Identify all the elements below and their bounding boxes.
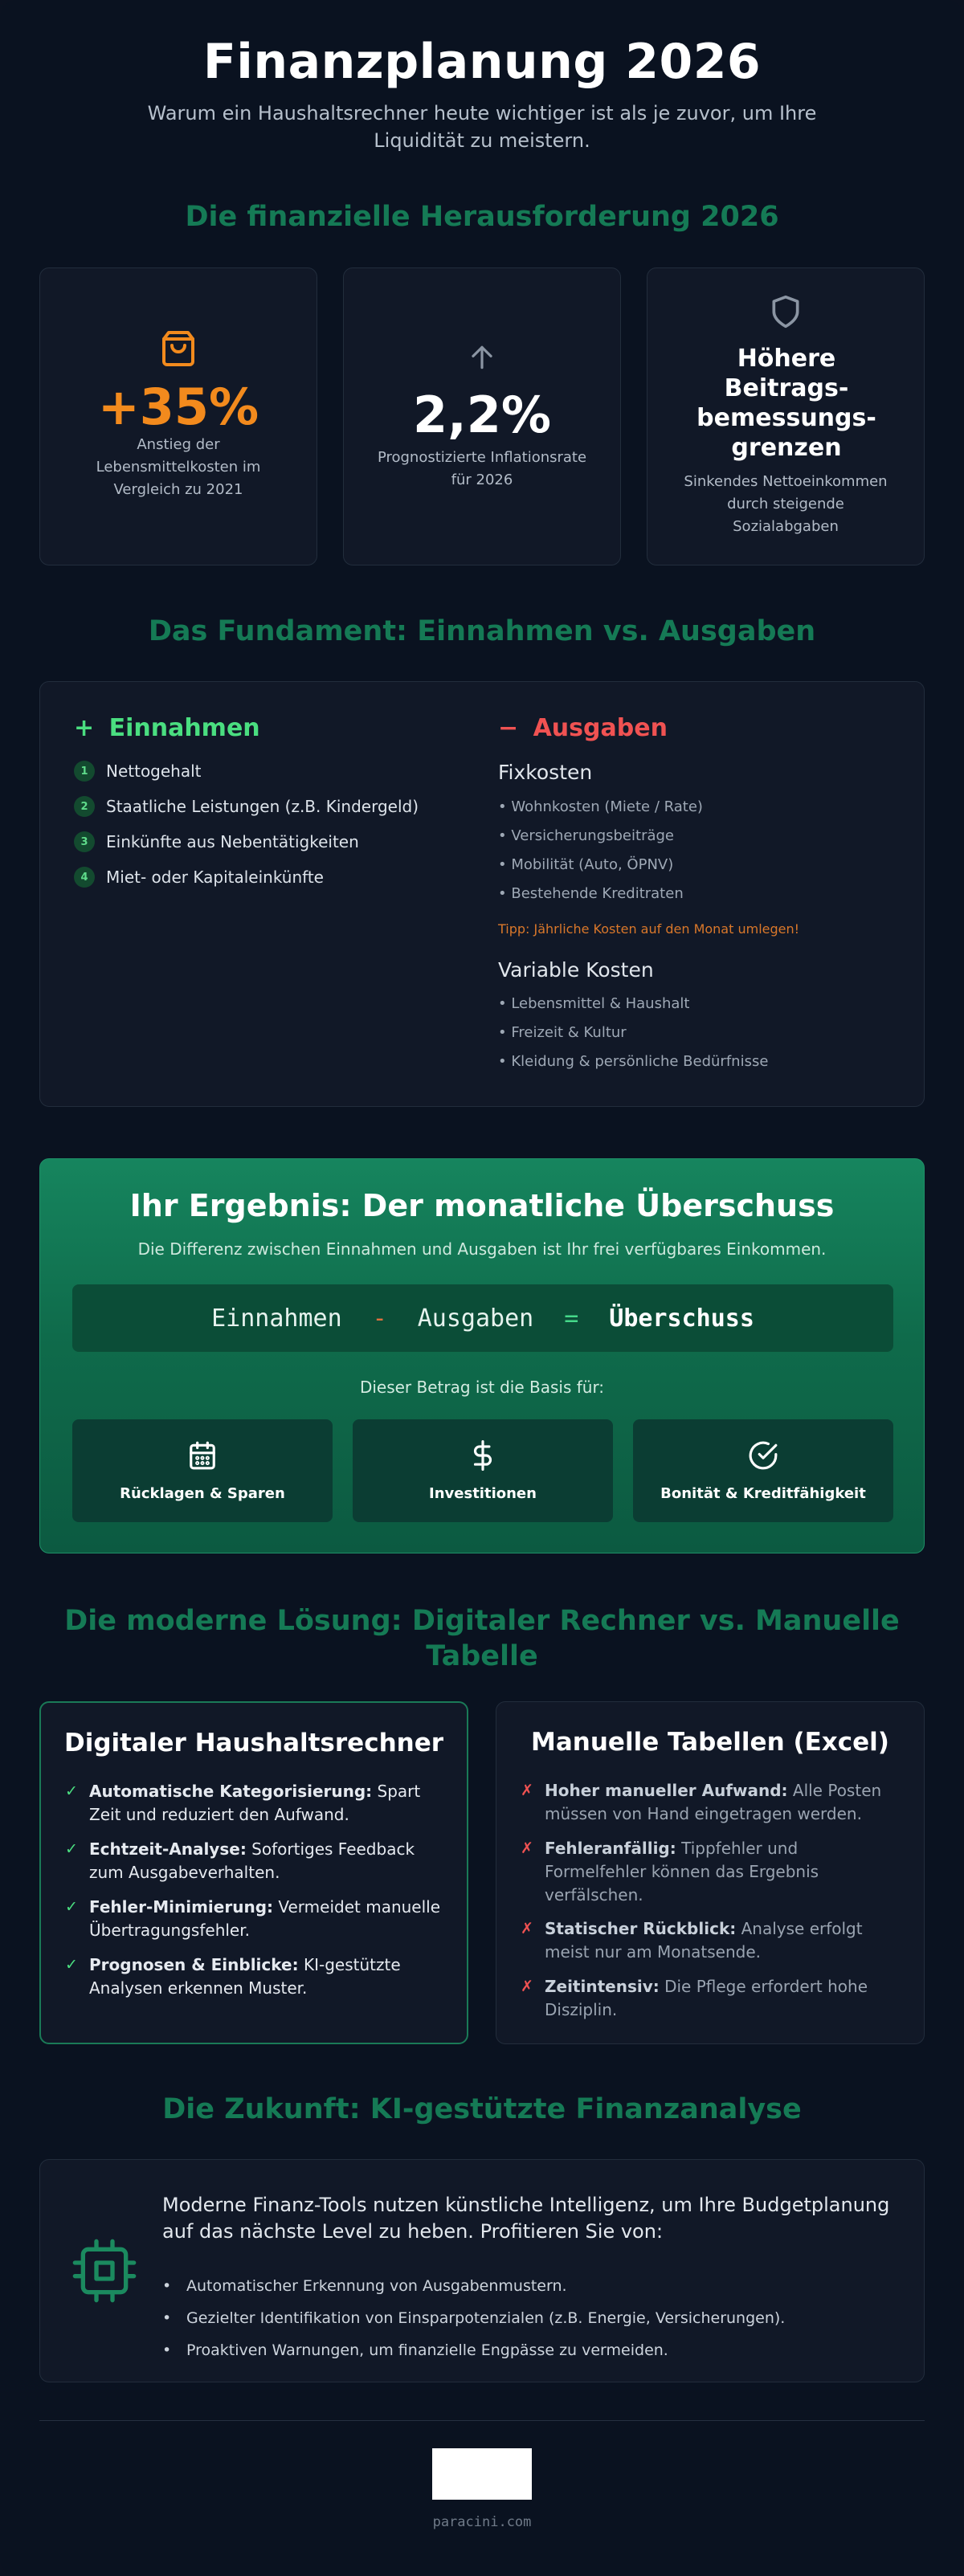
item-text: Alle Posten müssen von Hand eingetragen werden. <box>545 1781 882 1823</box>
page-title: Finanzplanung 2026 <box>202 34 762 90</box>
list-item-text: Miet- oder Kapitaleinkünfte <box>106 868 324 887</box>
list-item: • Bestehende Kreditraten <box>498 885 684 902</box>
list-item <box>74 759 202 783</box>
list-item-text: Gezielter Identifikation von Einsparpotenzialen (z.B. Energie, Versicherungen). <box>186 2309 786 2327</box>
item-bold: Fehler-Minimierung: <box>89 1897 274 1917</box>
manual-title: Manuelle Tabellen (Excel) <box>531 1728 889 1757</box>
list-item <box>65 1780 446 1827</box>
basis-card-investments <box>353 1419 613 1522</box>
list-item <box>521 1779 903 1826</box>
check-circle-icon <box>748 1440 778 1474</box>
list-item <box>74 830 359 854</box>
number-badge: 1 <box>74 761 95 782</box>
list-item: • Kleidung & persönliche Bedürfnisse <box>498 1053 769 1070</box>
cross-icon: ✗ <box>521 1920 533 1937</box>
list-item-text: Einkünfte aus Nebentätigkeiten <box>106 832 359 851</box>
list-item <box>65 1953 446 2000</box>
minus-icon: − <box>498 714 519 742</box>
ai-card <box>39 2159 925 2382</box>
expenses-label: Ausgaben <box>533 714 668 742</box>
divider <box>39 2420 925 2421</box>
number-badge: 4 <box>74 867 95 888</box>
digital-title: Digitaler Haushaltsrechner <box>63 1729 444 1757</box>
list-item: • Versicherungsbeiträge <box>498 827 674 844</box>
basis-label: Dieser Betrag ist die Basis für: <box>359 1378 605 1397</box>
item-bold: Prognosen & Einblicke: <box>89 1955 299 1974</box>
stat-card-inflation <box>343 267 621 565</box>
result-subtitle: Die Differenz zwischen Einnahmen und Ausgaben ist Ihr frei verfügbares Einkommen. <box>137 1239 827 1259</box>
tip-text: Tipp: Jährliche Kosten auf den Monat umlegen! <box>498 921 800 937</box>
stat-value: 2,2% <box>413 386 551 444</box>
manual-card <box>496 1701 925 2044</box>
list-item: • Gezielter Identifikation von Einsparpotenzialen (z.B. Energie, Versicherungen). <box>162 2309 786 2327</box>
item-text: KI-gestützte Analysen erkennen Muster. <box>89 1955 401 1998</box>
item-bold: Statischer Rückblick: <box>545 1919 737 1938</box>
item-text: Vermeidet manuelle Übertragungsfehler. <box>89 1897 441 1940</box>
list-item <box>65 1896 446 1942</box>
check-icon: ✓ <box>65 1840 78 1858</box>
list-item: • Lebensmittel & Haushalt <box>498 995 690 1012</box>
logo <box>432 2448 532 2500</box>
ai-intro-text: Moderne Finanz-Tools nutzen künstliche Intelligenz, um Ihre Budgetplanung auf das nächste Level zu heben. Profitieren Sie von: <box>162 2194 890 2243</box>
item-bold: Fehleranfällig: <box>545 1839 676 1858</box>
stat-description: Anstieg der Lebensmittelkosten im Vergleich zu 2021 <box>96 436 261 498</box>
list-item: • Mobilität (Auto, ÖPNV) <box>498 856 674 873</box>
cross-icon: ✗ <box>521 1839 533 1857</box>
item-bold: Automatische Kategorisierung: <box>89 1782 373 1801</box>
income-heading <box>74 714 260 742</box>
list-item-text: Proaktiven Warnungen, um finanzielle Engpässe zu vermeiden. <box>186 2341 668 2359</box>
future-title: Die Zukunft: KI-gestützte Finanzanalyse <box>162 2093 802 2125</box>
fixed-costs-label: Fixkosten <box>498 761 593 784</box>
item-text: Tippfehler und Formelfehler können das Ergebnis verfälschen. <box>545 1839 819 1904</box>
stat-value: +35% <box>97 378 259 436</box>
check-icon: ✓ <box>65 1898 78 1916</box>
check-icon: ✓ <box>65 1956 78 1974</box>
income-label: Einnahmen <box>108 714 260 742</box>
basis-label-text: Investitionen <box>429 1484 537 1502</box>
item-text: Spart Zeit und reduziert den Aufwand. <box>89 1782 421 1824</box>
income-expenses-card <box>39 681 925 1107</box>
dollar-icon <box>468 1440 498 1474</box>
shopping-bag-icon <box>40 329 317 368</box>
digital-card <box>39 1701 468 2044</box>
shield-icon <box>647 294 924 329</box>
list-item: • Proaktiven Warnungen, um finanzielle Engpässe zu vermeiden. <box>162 2341 668 2359</box>
comparison-title: Die moderne Lösung: Digitaler Rechner vs. Manuelle Tabelle <box>64 1605 900 1672</box>
expenses-heading <box>498 714 668 742</box>
list-item <box>521 1917 903 1964</box>
item-text: Sofortiges Feedback zum Ausgabeverhalten. <box>89 1839 415 1882</box>
number-badge: 2 <box>74 796 95 817</box>
formula-minus: - <box>372 1304 387 1333</box>
list-item-text: Nettogehalt <box>106 761 202 781</box>
chip-icon <box>72 2239 137 2306</box>
list-item-text: Staatliche Leistungen (z.B. Kindergeld) <box>106 797 419 816</box>
result-card <box>39 1158 925 1553</box>
challenge-title: Die finanzielle Herausforderung 2026 <box>185 201 779 233</box>
calendar-icon <box>187 1440 218 1474</box>
result-title: Ihr Ergebnis: Der monatliche Überschuss <box>129 1188 835 1223</box>
arrow-up-icon <box>344 342 620 373</box>
formula-equals: = <box>564 1304 579 1333</box>
list-item: • Automatischer Erkennung von Ausgabenmustern. <box>162 2277 567 2295</box>
number-badge: 3 <box>74 831 95 852</box>
formula-surplus: Überschuss <box>609 1304 754 1333</box>
basis-card-credit <box>633 1419 893 1522</box>
basis-label-text: Bonität & Kreditfähigkeit <box>660 1484 866 1502</box>
cross-icon: ✗ <box>521 1782 533 1799</box>
item-bold: Hoher manueller Aufwand: <box>545 1781 788 1800</box>
item-bold: Echtzeit-Analyse: <box>89 1839 247 1859</box>
item-bold: Zeitintensiv: <box>545 1977 660 1996</box>
stat-value: Höhere Beitrags-bemessungs-grenzen <box>696 345 876 462</box>
list-item: • Freizeit & Kultur <box>498 1024 627 1041</box>
basis-label-text: Rücklagen & Sparen <box>120 1484 285 1502</box>
stat-description: Sinkendes Nettoeinkommen durch steigende Sozialabgaben <box>684 473 888 535</box>
item-text: Die Pflege erfordert hohe Disziplin. <box>545 1977 868 2019</box>
list-item <box>74 865 324 889</box>
page-subtitle: Warum ein Haushaltsrechner heute wichtiger ist als je zuvor, um Ihre Liquidität zu meistern. <box>147 102 817 152</box>
item-text: Analyse erfolgt meist nur am Monatsende. <box>545 1919 863 1962</box>
stat-card-contribution <box>647 267 925 565</box>
cross-icon: ✗ <box>521 1978 533 1995</box>
list-item: • Wohnkosten (Miete / Rate) <box>498 798 703 815</box>
stat-card-food <box>39 267 317 565</box>
list-item <box>74 794 419 819</box>
formula <box>72 1284 893 1352</box>
foundation-title: Das Fundament: Einnahmen vs. Ausgaben <box>148 615 816 647</box>
plus-icon: + <box>74 714 95 742</box>
formula-income: Einnahmen <box>211 1304 342 1333</box>
list-item <box>521 1837 903 1907</box>
list-item-text: Automatischer Erkennung von Ausgabenmustern. <box>186 2277 567 2295</box>
variable-costs-label: Variable Kosten <box>498 958 654 982</box>
stat-description: Prognostizierte Inflationsrate für 2026 <box>377 449 587 488</box>
basis-card-savings <box>72 1419 333 1522</box>
list-item <box>521 1975 903 2022</box>
footer-site[interactable]: paracini.com <box>432 2514 532 2530</box>
list-item <box>65 1838 446 1884</box>
formula-expenses: Ausgaben <box>417 1304 534 1333</box>
check-icon: ✓ <box>65 1782 78 1800</box>
